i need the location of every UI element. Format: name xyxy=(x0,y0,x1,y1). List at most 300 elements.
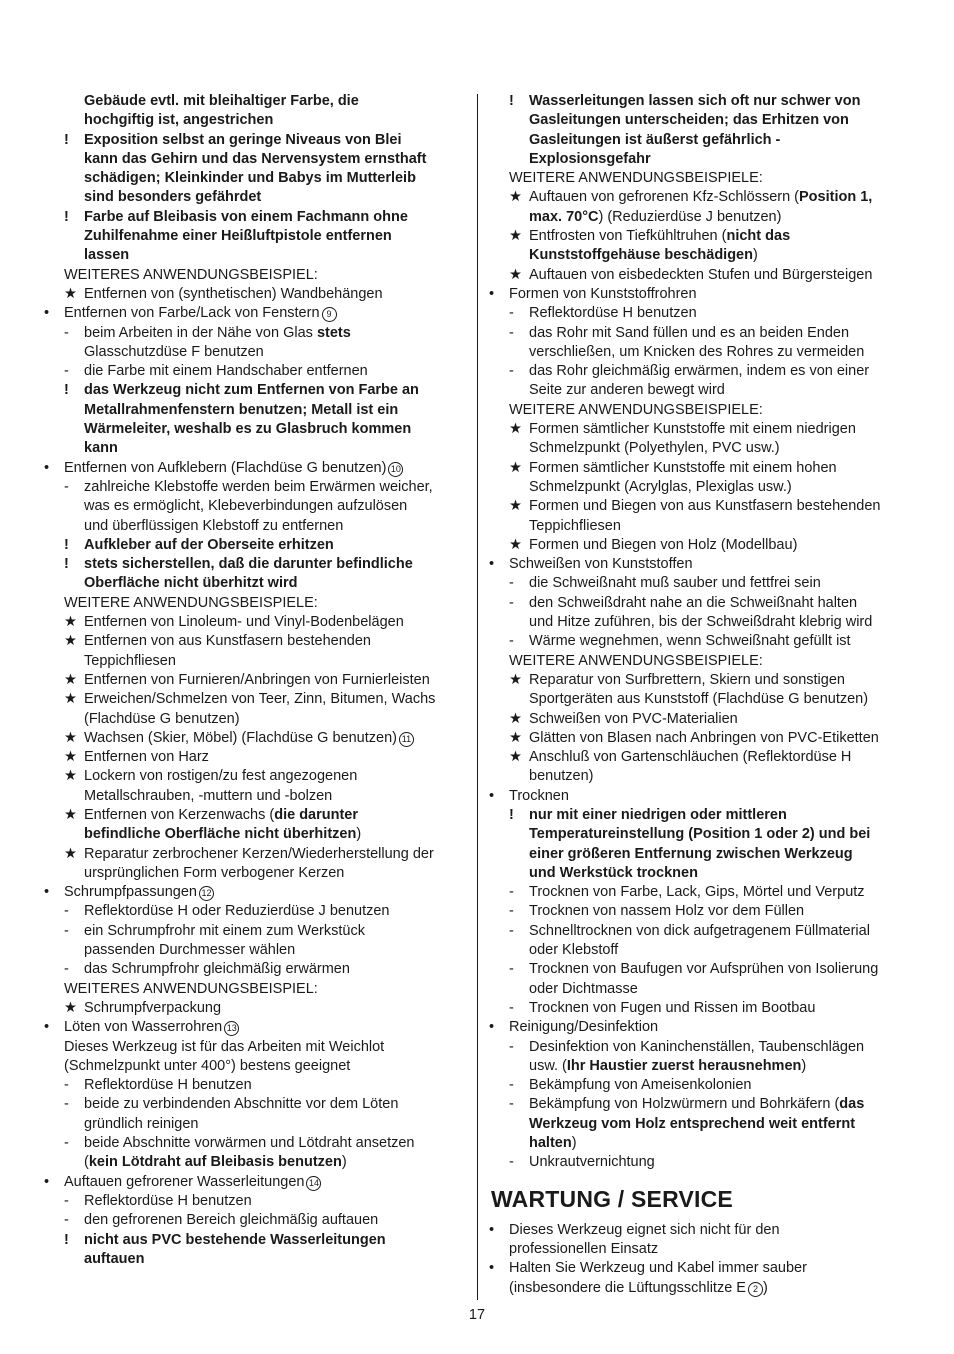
line-text: Entfernen von Harz xyxy=(84,749,209,766)
dash-marker: - xyxy=(64,324,69,341)
line-text: das Werkzeug nicht zum Entfernen von Farbe an xyxy=(84,382,419,399)
text-line xyxy=(489,710,913,729)
star-marker: ★ xyxy=(509,498,522,515)
line-text: WEITERES ANWENDUNGSBEISPIEL: xyxy=(64,980,318,997)
dash-marker: - xyxy=(509,1077,514,1094)
line-text: Formen von Kunststoffrohren xyxy=(509,285,697,302)
text-line xyxy=(44,902,466,921)
text-line xyxy=(489,922,913,941)
star-marker: ★ xyxy=(509,459,522,476)
figure-reference-number: 14 xyxy=(306,1176,321,1191)
text-line xyxy=(489,652,913,671)
line-text: Schweißen von PVC-Materialien xyxy=(529,710,738,727)
text-line xyxy=(489,304,913,323)
bullet-marker: • xyxy=(44,1019,50,1036)
text-line xyxy=(489,1018,913,1037)
dash-marker: - xyxy=(64,1096,69,1113)
line-text: die Farbe mit einem Handschaber entfernen xyxy=(84,363,368,380)
line-text: beide Abschnitte vorwärmen und Lötdraht ansetzen xyxy=(84,1135,415,1152)
line-text: Trocknen von Farbe, Lack, Gips, Mörtel und Verputz xyxy=(529,884,865,901)
star-marker: ★ xyxy=(64,691,77,708)
text-line xyxy=(489,266,913,285)
text-line xyxy=(489,362,913,381)
line-text-bold: nicht das xyxy=(726,228,791,245)
text-line xyxy=(489,1095,913,1114)
line-text: auftauen xyxy=(84,1250,145,1267)
text-line xyxy=(44,343,466,362)
line-text: verschließen, um Knicken des Rohres zu vermeiden xyxy=(529,343,865,360)
text-line xyxy=(489,941,913,960)
line-text: Reparatur zerbrochener Kerzen/Wiederherstellung der xyxy=(84,845,434,862)
line-text: Dieses Werkzeug ist für das Arbeiten mit Weichlot xyxy=(64,1038,385,1055)
text-line xyxy=(489,459,913,478)
dash-marker: - xyxy=(64,961,69,978)
right-column xyxy=(489,92,913,1298)
line-text: Entfernen von Linoleum- und Vinyl-Bodenbelägen xyxy=(84,614,404,631)
line-text: Bekämpfung von Ameisenkolonien xyxy=(529,1077,752,1094)
line-text: was es ermöglicht, Klebeverbindungen aufzulösen xyxy=(84,498,408,515)
line-text-bold: Position 1, xyxy=(799,189,873,206)
line-text: passenden Durchmesser wählen xyxy=(84,942,296,959)
text-line xyxy=(489,401,913,420)
text-line xyxy=(489,208,913,227)
line-text: Entfernen von (synthetischen) Wandbehängen xyxy=(84,285,383,302)
text-line xyxy=(489,285,913,304)
star-marker: ★ xyxy=(64,806,77,823)
star-marker: ★ xyxy=(64,671,77,688)
line-text: oder Klebstoff xyxy=(529,942,619,959)
line-text: Seite zur anderen bewegt wird xyxy=(529,382,725,399)
text-line xyxy=(489,517,913,536)
bullet-marker: • xyxy=(489,787,495,804)
line-text-tail: ) xyxy=(356,826,362,843)
dash-marker: - xyxy=(509,1096,514,1113)
text-line xyxy=(489,536,913,555)
line-text-bold: Ihr Haustier zuerst herausnehmen xyxy=(566,1057,802,1074)
text-line xyxy=(44,1211,466,1230)
line-text: Anschluß von Gartenschläuchen (Reflektordüse H xyxy=(529,749,852,766)
line-text: Erweichen/Schmelzen von Teer, Zinn, Bitumen, Wachs xyxy=(84,691,436,708)
text-line xyxy=(489,767,913,786)
line-text: das Rohr gleichmäßig erwärmen, indem es von einer xyxy=(529,363,870,380)
line-text: Auftauen von eisbedeckten Stufen und Bürgersteigen xyxy=(529,266,873,283)
star-marker: ★ xyxy=(509,536,522,553)
bullet-marker: • xyxy=(44,459,50,476)
line-text: Reparatur von Surfbrettern, Skiern und sonstigen xyxy=(529,671,845,688)
dash-marker: - xyxy=(64,1135,69,1152)
text-line xyxy=(44,729,466,748)
text-line xyxy=(44,1038,466,1057)
text-line xyxy=(44,1173,466,1192)
text-line xyxy=(489,478,913,497)
text-line xyxy=(489,748,913,767)
text-line xyxy=(489,1259,913,1278)
text-line xyxy=(44,92,466,111)
line-text: WEITERE ANWENDUNGSBEISPIELE: xyxy=(64,594,318,611)
dash-marker: - xyxy=(509,633,514,650)
text-line xyxy=(489,246,913,265)
text-line xyxy=(44,1076,466,1095)
warning-marker: ! xyxy=(64,1231,69,1248)
text-line xyxy=(489,420,913,439)
column-divider xyxy=(477,94,478,1300)
line-text: zahlreiche Klebstoffe werden beim Erwärmen weicher, xyxy=(84,478,433,495)
line-text-tail: ) xyxy=(341,1154,347,1171)
text-line xyxy=(489,497,913,516)
line-text: Zuhilfenahme einer Heißluftpistole entfernen xyxy=(84,228,392,245)
text-line xyxy=(44,632,466,651)
line-text: nicht aus PVC bestehende Wasserleitungen xyxy=(84,1231,386,1248)
line-text: ein Schrumpfrohr mit einem zum Werkstück xyxy=(84,922,365,939)
star-marker: ★ xyxy=(64,845,77,862)
dash-marker: - xyxy=(64,922,69,939)
page-number: 17 xyxy=(468,1307,486,1323)
text-line xyxy=(44,131,466,150)
line-text: kann das Gehirn und das Nervensystem ernsthaft xyxy=(84,150,427,167)
text-line xyxy=(44,1095,466,1114)
line-text: Entfrosten von Tiefkühltruhen ( xyxy=(529,228,727,245)
line-text: Entfernen von Farbe/Lack von Fenstern xyxy=(64,305,320,322)
line-text: Gasleitungen ist äußerst gefährlich - xyxy=(529,131,781,148)
text-line xyxy=(489,690,913,709)
text-line xyxy=(489,1153,913,1172)
star-marker: ★ xyxy=(64,633,77,650)
line-text: Löten von Wasserrohren xyxy=(64,1019,223,1036)
text-line xyxy=(489,111,913,130)
text-line xyxy=(489,960,913,979)
line-text: und überflüssigen Klebstoff zu entfernen xyxy=(84,517,344,534)
dash-marker: - xyxy=(509,324,514,341)
warning-marker: ! xyxy=(64,556,69,573)
line-text: ursprünglichen Form verbogener Kerzen xyxy=(84,864,345,881)
line-text-tail: ) xyxy=(801,1057,807,1074)
line-text: Kunststoffgehäuse beschädigen xyxy=(529,247,753,264)
text-line xyxy=(489,343,913,362)
text-line xyxy=(489,92,913,111)
dash-marker: - xyxy=(64,363,69,380)
line-text: gründlich reinigen xyxy=(84,1115,199,1132)
figure-reference-number: 12 xyxy=(199,886,214,901)
text-line xyxy=(489,381,913,400)
text-line xyxy=(489,227,913,246)
star-marker: ★ xyxy=(509,671,522,688)
text-line xyxy=(44,381,466,400)
line-text: ( xyxy=(84,1154,89,1171)
line-text: Trocknen von Fugen und Rissen im Bootbau xyxy=(529,999,816,1016)
text-line xyxy=(489,883,913,902)
dash-marker: - xyxy=(64,478,69,495)
star-marker: ★ xyxy=(64,768,77,785)
line-text: Formen sämtlicher Kunststoffe mit einem niedrigen xyxy=(529,421,856,438)
star-marker: ★ xyxy=(509,749,522,766)
line-text-tail: ) xyxy=(762,1279,768,1296)
line-text: und Hitze zuführen, bis der Schweißdraht klebrig wird xyxy=(529,614,873,631)
line-text: Formen und Biegen von Holz (Modellbau) xyxy=(529,536,798,553)
line-text: Reinigung/Desinfektion xyxy=(509,1019,659,1036)
text-line xyxy=(44,960,466,979)
warning-marker: ! xyxy=(509,806,514,823)
warning-marker: ! xyxy=(64,382,69,399)
dash-marker: - xyxy=(509,594,514,611)
text-line xyxy=(44,748,466,767)
line-text: den gefrorenen Bereich gleichmäßig auftauen xyxy=(84,1212,379,1229)
line-text: Reflektordüse H benutzen xyxy=(529,305,697,322)
line-text: Reflektordüse H benutzen xyxy=(84,1192,252,1209)
text-line xyxy=(489,324,913,343)
text-line xyxy=(44,150,466,169)
text-line xyxy=(489,574,913,593)
line-text: Wachsen (Skier, Möbel) (Flachdüse G benutzen) xyxy=(84,729,397,746)
line-text: Wärmeleiter, weshalb es zu Glasbruch kommen xyxy=(84,421,412,438)
line-text: Werkzeug vom Holz entsprechend weit entfernt xyxy=(529,1115,856,1132)
line-text: Schrumpfpassungen xyxy=(64,884,197,901)
text-line xyxy=(489,150,913,169)
text-line xyxy=(44,517,466,536)
warning-marker: ! xyxy=(64,536,69,553)
text-line xyxy=(489,1279,913,1298)
line-text: Entfernen von Aufklebern (Flachdüse G benutzen) xyxy=(64,459,387,476)
line-text-bold: kein Lötdraht auf Bleibasis benutzen xyxy=(88,1154,342,1171)
line-text: Formen sämtlicher Kunststoffe mit einem hohen xyxy=(529,459,837,476)
text-line xyxy=(44,1115,466,1134)
text-line xyxy=(44,787,466,806)
text-line xyxy=(44,845,466,864)
line-text: Entfernen von aus Kunstfasern bestehenden xyxy=(84,633,371,650)
bullet-marker: • xyxy=(489,1260,495,1277)
text-line xyxy=(489,632,913,651)
line-text: (insbesondere die Lüftungsschlitze E xyxy=(509,1279,746,1296)
dash-marker: - xyxy=(509,903,514,920)
text-line xyxy=(44,324,466,343)
line-text: Temperatureinstellung (Position 1 oder 2) und bei xyxy=(529,826,871,843)
dash-marker: - xyxy=(509,1154,514,1171)
text-line xyxy=(44,169,466,188)
bullet-marker: • xyxy=(44,305,50,322)
text-line xyxy=(489,1221,913,1240)
bullet-marker: • xyxy=(44,884,50,901)
dash-marker: - xyxy=(509,922,514,939)
text-line xyxy=(44,1153,466,1172)
line-text: Auftauen von gefrorenen Kfz-Schlössern ( xyxy=(529,189,800,206)
line-text: stets sicherstellen, daß die darunter befindliche xyxy=(84,556,413,573)
line-text: WEITERES ANWENDUNGSBEISPIEL: xyxy=(64,266,318,283)
line-text: Farbe auf Bleibasis von einem Fachmann ohne xyxy=(84,208,408,225)
text-line xyxy=(44,536,466,555)
star-marker: ★ xyxy=(64,285,77,302)
figure-reference-number: 11 xyxy=(399,732,414,747)
line-text: Explosionsgefahr xyxy=(529,150,651,167)
line-text: hochgiftig ist, angestrichen xyxy=(84,112,274,129)
star-marker: ★ xyxy=(509,189,522,206)
line-text: usw. ( xyxy=(529,1057,567,1074)
text-line xyxy=(44,246,466,265)
line-text: Reflektordüse H benutzen xyxy=(84,1077,252,1094)
line-text: Dieses Werkzeug eignet sich nicht für den xyxy=(509,1221,780,1238)
text-line xyxy=(44,497,466,516)
line-text: Trocknen von Baufugen vor Aufsprühen von Isolierung xyxy=(529,961,879,978)
text-line xyxy=(489,999,913,1018)
text-line xyxy=(44,613,466,632)
dash-marker: - xyxy=(509,305,514,322)
text-line xyxy=(489,594,913,613)
line-text: Trocknen von nassem Holz vor dem Füllen xyxy=(529,903,805,920)
line-text: und Werkstück trocknen xyxy=(529,864,698,881)
line-text: Schmelzpunkt (Acrylglas, Plexiglas usw.) xyxy=(529,478,792,495)
line-text: Formen und Biegen von aus Kunstfasern bestehenden xyxy=(529,498,881,515)
dash-marker: - xyxy=(509,363,514,380)
line-text: den Schweißdraht nahe an die Schweißnaht halten xyxy=(529,594,858,611)
star-marker: ★ xyxy=(509,266,522,283)
line-text: Auftauen gefrorener Wasserleitungen xyxy=(64,1173,305,1190)
line-text: oder Dichtmasse xyxy=(529,980,638,997)
text-line xyxy=(44,1057,466,1076)
line-text-bold: stets xyxy=(316,324,351,341)
text-line xyxy=(44,594,466,613)
line-text: (Schmelzpunkt unter 400°) bestens geeignet xyxy=(64,1057,351,1074)
line-text: WEITERE ANWENDUNGSBEISPIELE: xyxy=(509,170,763,187)
line-text: Entfernen von Furnieren/Anbringen von Furnierleisten xyxy=(84,671,430,688)
dash-marker: - xyxy=(64,1077,69,1094)
dash-marker: - xyxy=(509,575,514,592)
dash-marker: - xyxy=(64,1192,69,1209)
text-line xyxy=(489,787,913,806)
line-text: Trocknen xyxy=(509,787,569,804)
text-line xyxy=(44,111,466,130)
line-text: Desinfektion von Kaninchenställen, Taubenschlägen xyxy=(529,1038,865,1055)
line-text: Entfernen von Kerzenwachs ( xyxy=(84,806,275,823)
line-text-tail: ) (Reduzierdüse J benutzen) xyxy=(598,208,782,225)
line-text-bold: das xyxy=(839,1096,865,1113)
text-line xyxy=(44,671,466,690)
text-line xyxy=(489,671,913,690)
text-line xyxy=(44,1192,466,1211)
line-text: Exposition selbst an geringe Niveaus von Blei xyxy=(84,131,402,148)
text-line xyxy=(489,1076,913,1095)
figure-reference-number: 9 xyxy=(322,307,337,322)
line-text: Aufkleber auf der Oberseite erhitzen xyxy=(84,536,334,553)
line-text: max. 70°C xyxy=(529,208,599,225)
star-marker: ★ xyxy=(509,228,522,245)
text-line xyxy=(489,131,913,150)
text-line xyxy=(44,439,466,458)
line-text: Sportgeräten aus Kunststoff (Flachdüse G benutzen) xyxy=(529,691,869,708)
line-text: lassen xyxy=(84,247,130,264)
line-text: Bekämpfung von Holzwürmern und Bohrkäfern ( xyxy=(529,1096,840,1113)
bullet-marker: • xyxy=(489,1221,495,1238)
text-line xyxy=(489,980,913,999)
figure-reference-number: 13 xyxy=(224,1021,239,1036)
line-text: Teppichfliesen xyxy=(84,652,176,669)
text-line xyxy=(489,729,913,748)
text-line xyxy=(489,169,913,188)
text-line xyxy=(489,825,913,844)
text-line xyxy=(44,285,466,304)
dash-marker: - xyxy=(64,1212,69,1229)
line-text: (Flachdüse G benutzen) xyxy=(84,710,240,727)
line-text: sind besonders gefährdet xyxy=(84,189,262,206)
text-line xyxy=(44,825,466,844)
line-text: das Schrumpfrohr gleichmäßig erwärmen xyxy=(84,961,350,978)
line-text: Wärme wegnehmen, wenn Schweißnaht gefüllt ist xyxy=(529,633,851,650)
text-line xyxy=(44,690,466,709)
text-line xyxy=(489,902,913,921)
text-line xyxy=(489,1115,913,1134)
line-text: Gasleitungen unterscheiden; das Erhitzen von xyxy=(529,112,849,129)
text-line xyxy=(44,1134,466,1153)
warning-marker: ! xyxy=(64,208,69,225)
line-text: Schmelzpunkt (Polyethylen, PVC usw.) xyxy=(529,440,780,457)
line-text: benutzen) xyxy=(529,768,594,785)
dash-marker: - xyxy=(509,1038,514,1055)
left-column xyxy=(44,92,466,1269)
text-line xyxy=(489,613,913,632)
text-line xyxy=(44,266,466,285)
line-text: professionellen Einsatz xyxy=(509,1240,659,1257)
star-marker: ★ xyxy=(509,421,522,438)
text-line xyxy=(489,845,913,864)
dash-marker: - xyxy=(509,999,514,1016)
star-marker: ★ xyxy=(64,999,77,1016)
text-line xyxy=(489,1240,913,1259)
dash-marker: - xyxy=(64,903,69,920)
text-line xyxy=(44,478,466,497)
line-text: Teppichfliesen xyxy=(529,517,621,534)
service-list xyxy=(489,1221,913,1298)
line-text: WEITERE ANWENDUNGSBEISPIELE: xyxy=(509,652,763,669)
line-text: befindliche Oberfläche nicht überhitzen xyxy=(84,826,357,843)
bullet-marker: • xyxy=(489,1019,495,1036)
text-line xyxy=(44,401,466,420)
text-line xyxy=(489,1134,913,1153)
bullet-marker: • xyxy=(489,556,495,573)
text-line xyxy=(489,188,913,207)
section-heading-service: WARTUNG / SERVICE xyxy=(491,1185,733,1212)
line-text: Reflektordüse H oder Reduzierdüse J benutzen xyxy=(84,903,390,920)
text-line xyxy=(44,999,466,1018)
text-line xyxy=(489,1038,913,1057)
text-line xyxy=(44,555,466,574)
line-text: halten xyxy=(529,1135,572,1152)
text-line xyxy=(489,1057,913,1076)
line-text: beide zu verbindenden Abschnitte vor dem Löten xyxy=(84,1096,399,1113)
text-line xyxy=(44,922,466,941)
text-line xyxy=(44,420,466,439)
line-text: Unkrautvernichtung xyxy=(529,1154,655,1171)
line-text: Wasserleitungen lassen sich oft nur schwer von xyxy=(529,93,861,109)
warning-marker: ! xyxy=(64,131,69,148)
line-text: Halten Sie Werkzeug und Kabel immer sauber xyxy=(509,1260,807,1277)
text-line xyxy=(489,806,913,825)
line-text: Schrumpfverpackung xyxy=(84,999,222,1016)
line-text: die Schweißnaht muß sauber und fettfrei sein xyxy=(529,575,821,592)
line-text: beim Arbeiten in der Nähe von Glas xyxy=(84,324,317,341)
right-column-list xyxy=(489,92,913,1173)
text-line xyxy=(489,555,913,574)
bullet-marker: • xyxy=(44,1173,50,1190)
text-line xyxy=(44,941,466,960)
line-text: Metallschrauben, -muttern und -bolzen xyxy=(84,787,333,804)
text-line xyxy=(44,227,466,246)
dash-marker: - xyxy=(509,961,514,978)
star-marker: ★ xyxy=(509,729,522,746)
text-line xyxy=(44,459,466,478)
text-line xyxy=(44,574,466,593)
text-line xyxy=(44,710,466,729)
text-line xyxy=(44,883,466,902)
text-line xyxy=(44,864,466,883)
figure-reference-number: 2 xyxy=(748,1282,763,1297)
line-text-tail: ) xyxy=(571,1135,577,1152)
